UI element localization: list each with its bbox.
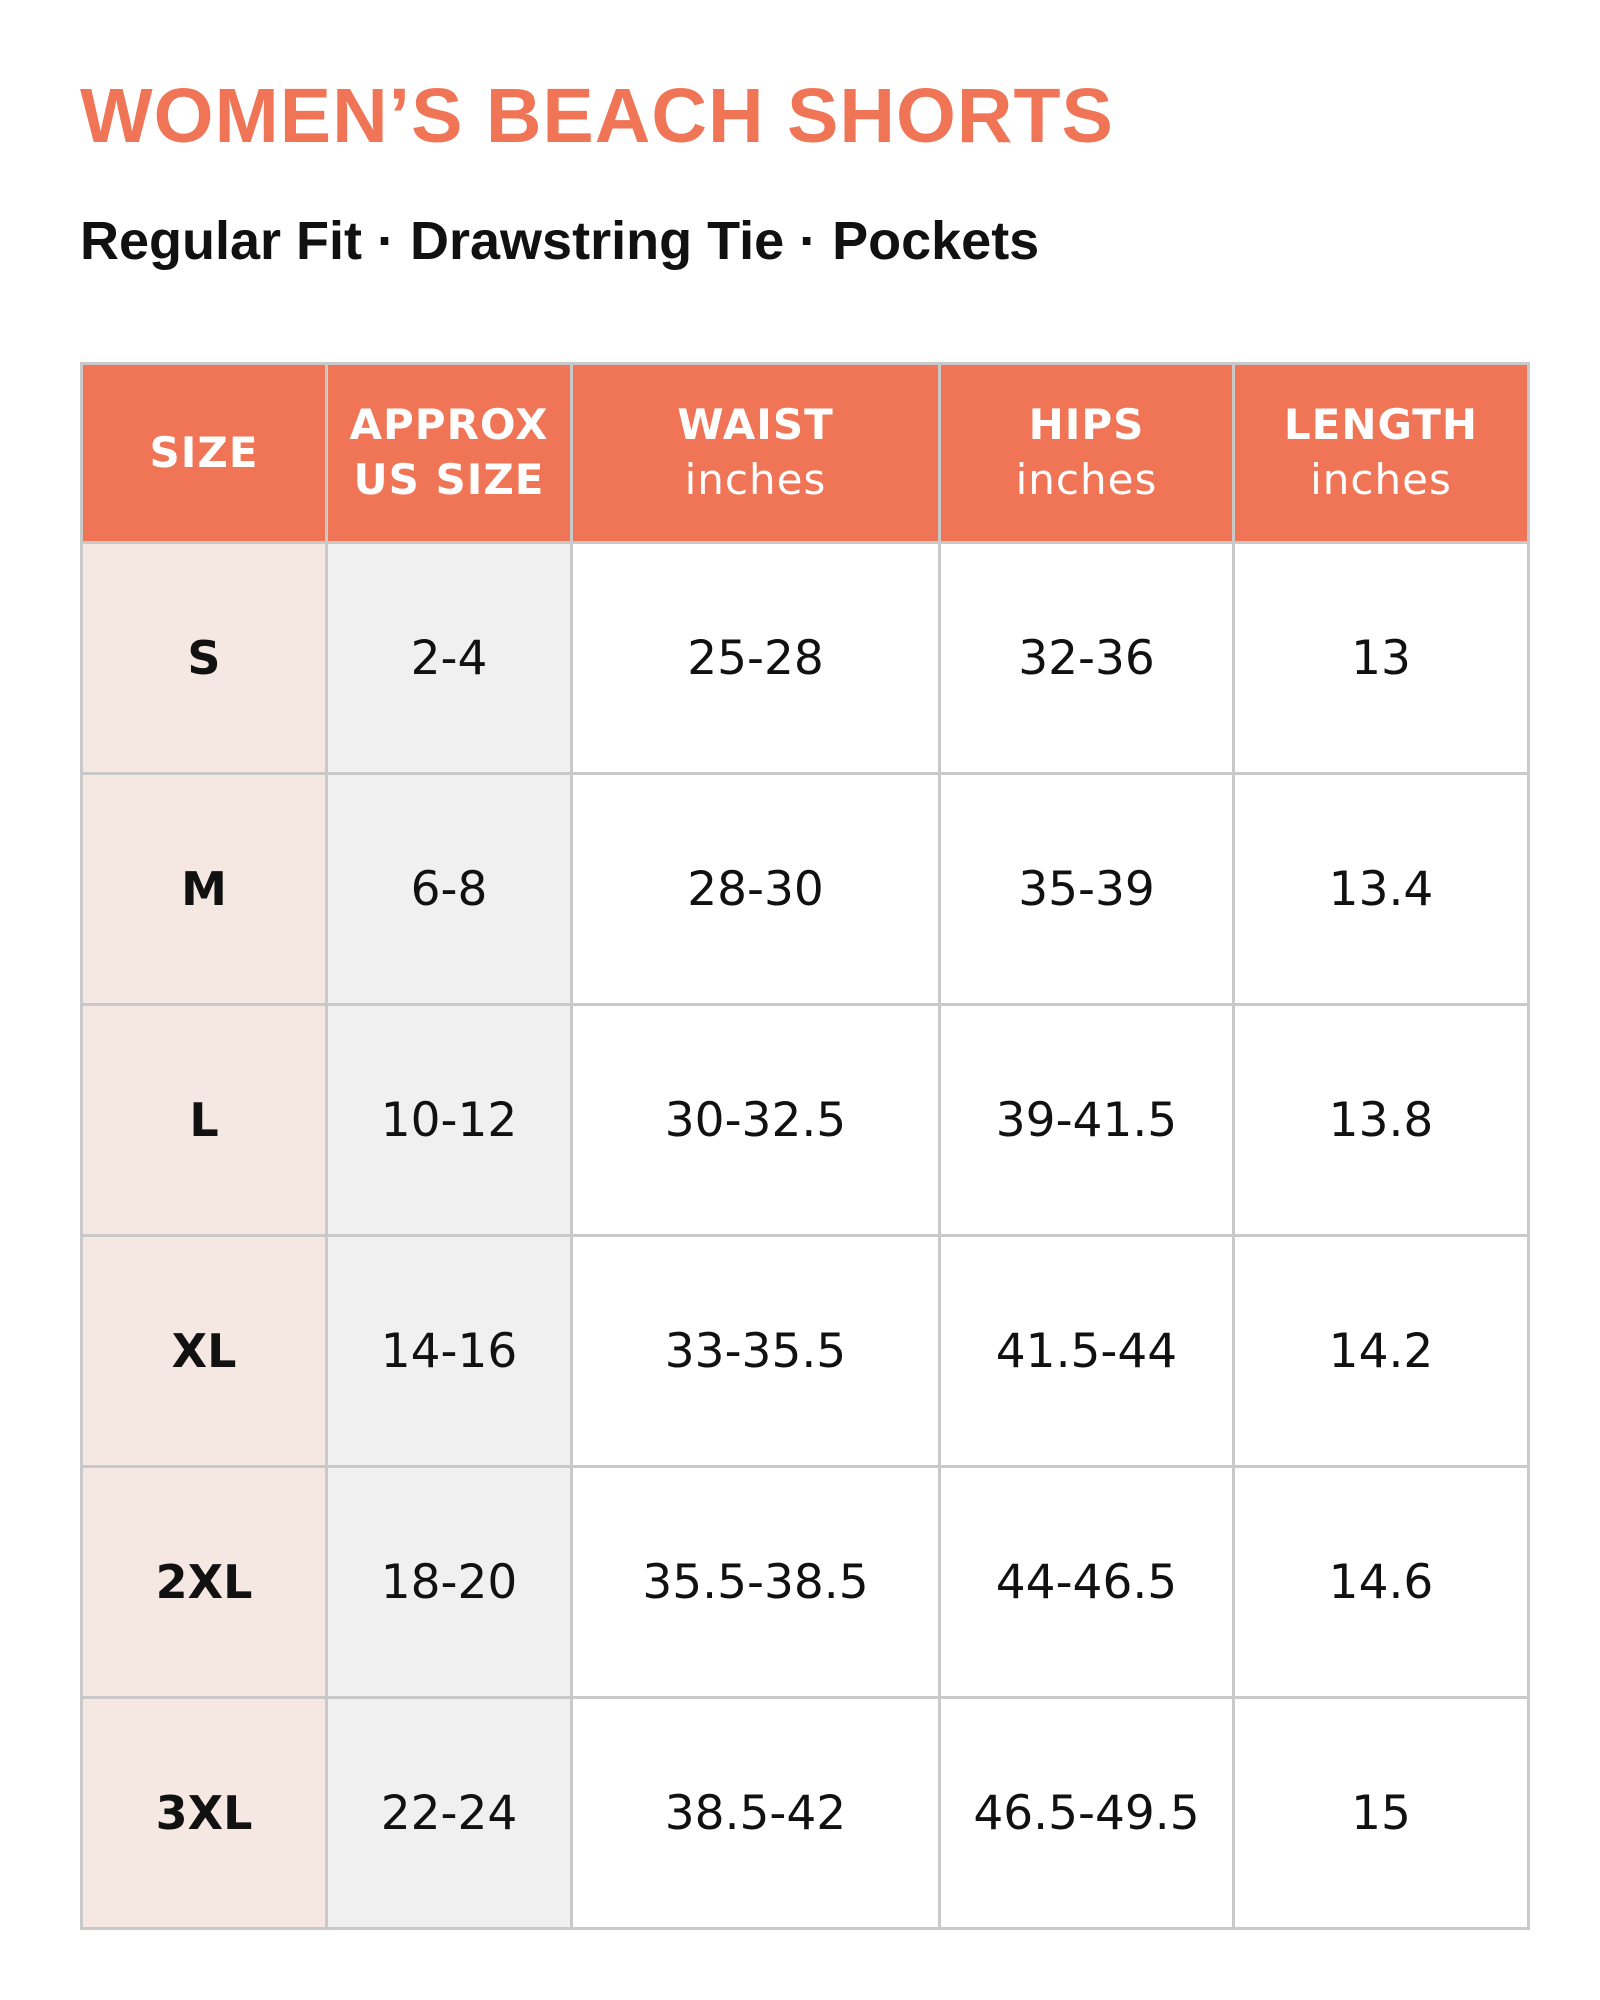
header-size-label: SIZE [149,427,259,477]
table-row [82,774,1529,1005]
cell-length: 14.2 [1234,1236,1529,1467]
size-chart-table [80,362,1530,1930]
header-us-size-label: US SIZE [353,455,545,504]
cell-waist: 33-35.5 [572,1236,940,1467]
table-header-row [82,364,1529,543]
header-size [82,364,327,543]
cell-size: 2XL [82,1467,327,1698]
header-length-label: LENGTH [1283,400,1479,450]
header-hips-unit: inches [1015,455,1158,504]
cell-waist: 30-32.5 [572,1005,940,1236]
cell-hips: 44-46.5 [940,1467,1234,1698]
cell-hips: 35-39 [940,774,1234,1005]
header-waist [572,364,940,543]
cell-hips: 39-41.5 [940,1005,1234,1236]
header-hips [940,364,1234,543]
cell-us-size: 22-24 [327,1698,572,1929]
cell-length: 15 [1234,1698,1529,1929]
page-subtitle: Regular Fit · Drawstring Tie · Pockets [80,211,1040,271]
cell-size: M [82,774,327,1005]
cell-size: S [82,543,327,774]
cell-size: L [82,1005,327,1236]
cell-hips: 46.5-49.5 [940,1698,1234,1929]
cell-length: 13 [1234,543,1529,774]
header-hips-label: HIPS [1028,400,1145,450]
header-approx-us-size [327,364,572,543]
header-waist-unit: inches [684,455,827,504]
cell-size: XL [82,1236,327,1467]
cell-waist: 38.5-42 [572,1698,940,1929]
cell-length: 13.4 [1234,774,1529,1005]
header-approx-label: APPROX [349,400,549,450]
table-row [82,1005,1529,1236]
cell-length: 13.8 [1234,1005,1529,1236]
cell-length: 14.6 [1234,1467,1529,1698]
table-row [82,1236,1529,1467]
cell-waist: 25-28 [572,543,940,774]
cell-hips: 32-36 [940,543,1234,774]
cell-us-size: 18-20 [327,1467,572,1698]
cell-us-size: 6-8 [327,774,572,1005]
header-length-unit: inches [1310,455,1452,504]
cell-size: 3XL [82,1698,327,1929]
table-row [82,543,1529,774]
cell-waist: 28-30 [572,774,940,1005]
table-row [82,1467,1529,1698]
cell-us-size: 2-4 [327,543,572,774]
cell-us-size: 14-16 [327,1236,572,1467]
header-length [1234,364,1529,543]
cell-waist: 35.5-38.5 [572,1467,940,1698]
header-waist-label: WAIST [677,400,834,450]
table-row [82,1698,1529,1929]
cell-hips: 41.5-44 [940,1236,1234,1467]
cell-us-size: 10-12 [327,1005,572,1236]
page-title: WOMEN’S BEACH SHORTS [80,73,1114,159]
